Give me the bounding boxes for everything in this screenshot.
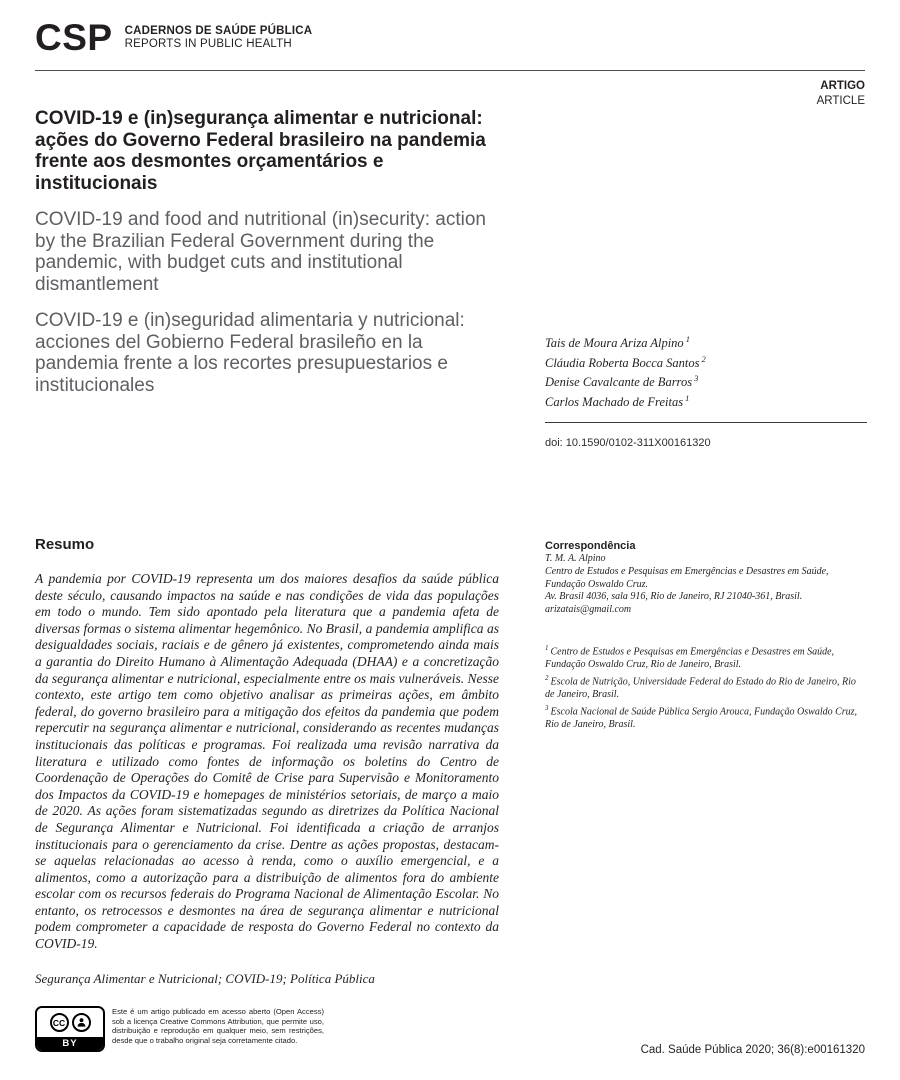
affiliation-text: Centro de Estudos e Pesquisas em Emergências e Desastres em Saúde, Fundação Oswaldo Cruz, Rio de Janeiro, Brasil.: [545, 646, 835, 671]
article-label-english: ARTICLE: [816, 94, 865, 107]
title-block: [35, 108, 503, 411]
affiliation-line: [545, 702, 867, 732]
affiliation-line: [545, 672, 867, 702]
title-portuguese: COVID-19 e (in)segurança alimentar e nutricional: ações do Governo Federal brasileiro na pandemia frente aos desmontes orçamentários e institucionais: [35, 108, 486, 194]
author-affiliation-ref: 3: [694, 373, 699, 384]
person-icon: [72, 1013, 91, 1032]
cc-badge-icons: [37, 1008, 103, 1037]
journal-name-english: REPORTS IN PUBLIC HEALTH: [124, 38, 292, 50]
author-affiliation-ref: 1: [685, 392, 690, 403]
correspondence-name: T. M. A. Alpino: [545, 553, 606, 564]
correspondence-email: arizatais@gmail.com: [545, 604, 632, 616]
author-line: [545, 332, 867, 352]
cc-by-license-badge: [35, 1006, 105, 1052]
abstract-heading: Resumo: [35, 536, 95, 553]
journal-names: [125, 22, 313, 50]
author-name: Cláudia Roberta Bocca Santos: [545, 355, 700, 370]
journal-citation: Cad. Saúde Pública 2020; 36(8):e00161320: [640, 1044, 865, 1056]
affiliation-text: Escola Nacional de Saúde Pública Sergio Arouca, Fundação Oswaldo Cruz, Rio de Janeiro, Brasil.: [545, 706, 858, 730]
affiliation-line: [545, 642, 867, 672]
correspondence-institution: Centro de Estudos e Pesquisas em Emergências e Desastres em Saúde, Fundação Oswaldo Cruz.: [545, 565, 829, 590]
header-divider: [35, 70, 865, 71]
cc-icon: CC: [50, 1013, 69, 1032]
correspondence-address: Av. Brasil 4036, sala 916, Rio de Janeiro, RJ 21040-361, Brasil.: [545, 591, 803, 603]
journal-logo: CSP: [35, 17, 113, 58]
authors-block: [545, 332, 867, 411]
author-name: Carlos Machado de Freitas: [545, 395, 684, 410]
cc-by-label: BY: [37, 1037, 103, 1050]
author-line: [545, 352, 867, 372]
correspondence-heading: Correspondência: [545, 540, 636, 552]
author-affiliation-ref: 2: [701, 353, 706, 364]
title-spanish: COVID-19 e (in)seguridad alimentaria y nutricional: acciones del Gobierno Federal brasileño en la pandemia frente a los recortes presupuestarios e institucionales: [35, 310, 465, 396]
author-line: [545, 371, 867, 391]
license-text: Este é um artigo publicado em acesso aberto (Open Access) sob a licença Creative Commons Attribution, que permite uso, distribuição e reprodução em qualquer meio, sem restrições, desde que o trabalho original seja corretamente citado.: [112, 1007, 324, 1045]
affiliation-ref: 2: [545, 673, 549, 682]
abstract-text: A pandemia por COVID-19 representa um dos maiores desafios da saúde pública deste século, causando impactos na saúde e nas condições de vida das populações em todo o mundo. Tem sido apontado pela literatura que a pandemia afeta de diversas formas o sistema alimentar hegemônico. No Brasil, a pandemia amplifica as desigualdades sociais, raciais e de gênero já existentes, comprometendo ainda mais a garantia do Direito Humano à Alimentação Adequada (DHAA) e a concretização da segurança alimentar e nutricional, especialmente entre os mais vulneráveis. Nesse contexto, este artigo tem como objetivo analisar as primeiras ações, em âmbito federal, do governo brasileiro para a mitigação dos efeitos da pandemia que podem repercutir na segurança alimentar e nutricional, considerando as recentes mudanças institucionais das políticas e programas. Foi realizada uma revisão narrativa da literatura e utilizado como fontes de informação os boletins do Centro de Coordenação de Operações do Comitê de Crise para Supervisão e Monitoramento dos Impactos da COVID-19 e homepages de ministérios setoriais, de março a maio de 2020. As ações foram sistematizadas segundo as diretrizes da Política Nacional de Segurança Alimentar e Nutricional. Foi identificada a criação de arranjos institucionais para o gerenciamento da crise. Dentre as ações propostas, destacam-se aquelas relacionadas ao acesso à renda, como o auxílio emergencial, e a alimentos, como a autorização para a distribuição de alimentos fora do ambiente escolar com os recursos federais do Programa Nacional de Alimentação Escolar. No entanto, os retrocessos e desmontes na área de segurança alimentar e nutricional podem comprometer a capacidade de resposta do Governo Federal no contexto da COVID-19.: [35, 571, 499, 952]
doi: doi: 10.1590/0102-311X00161320: [545, 437, 711, 449]
doi-block: [545, 422, 867, 449]
article-type-label: [817, 79, 865, 109]
author-name: Denise Cavalcante de Barros: [545, 375, 693, 390]
doi-divider: [545, 422, 867, 423]
author-line: [545, 391, 867, 411]
author-affiliation-ref: 1: [685, 334, 690, 344]
journal-name-portuguese: CADERNOS DE SAÚDE PÚBLICA: [124, 25, 313, 37]
keywords: Segurança Alimentar e Nutricional; COVID-19; Política Pública: [35, 970, 375, 986]
affiliations-block: [545, 642, 867, 732]
abstract-section: [35, 536, 499, 1000]
correspondence-block: [545, 540, 867, 617]
author-name: Tais de Moura Ariza Alpino: [545, 336, 684, 351]
affiliation-text: Escola de Nutrição, Universidade Federal do Estado do Rio de Janeiro, Rio de Janeiro, Brasil.: [545, 676, 856, 701]
affiliation-ref: 3: [545, 703, 549, 712]
article-label-portuguese: ARTIGO: [820, 80, 865, 92]
title-english: COVID-19 and food and nutritional (in)security: action by the Brazilian Federal Government during the pandemic, with budget cuts and institutional dismantlement: [35, 209, 486, 295]
journal-header: [35, 17, 313, 58]
affiliation-ref: 1: [545, 644, 549, 652]
